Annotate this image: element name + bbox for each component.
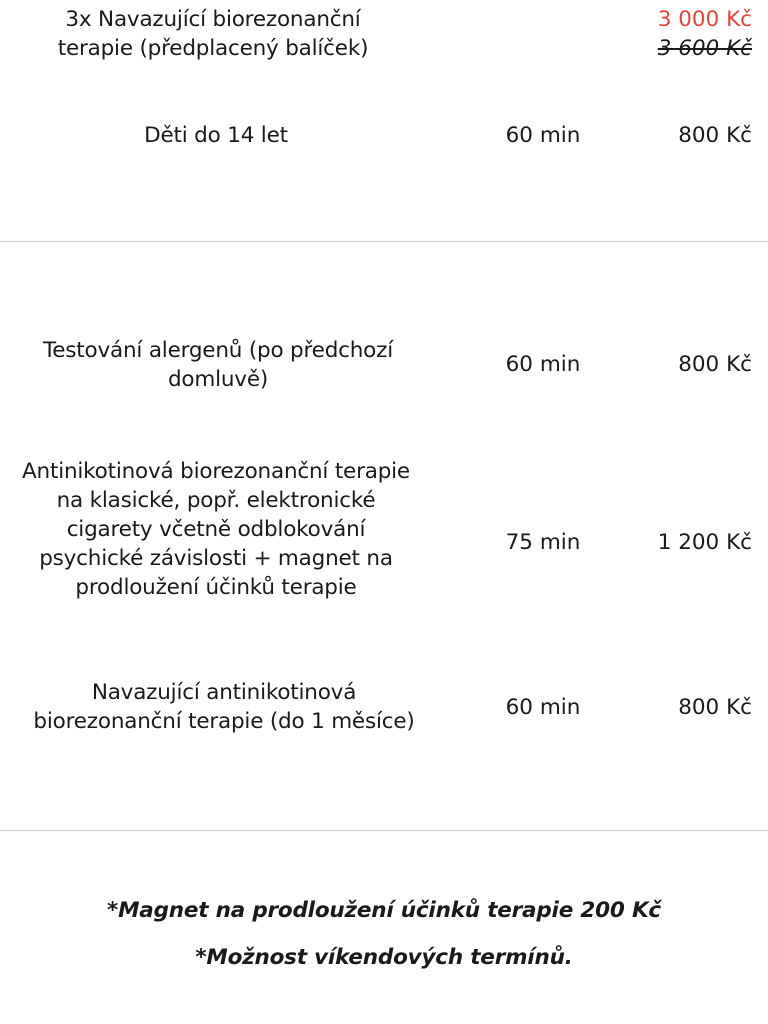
service-duration: 75 min xyxy=(505,530,581,555)
service-price: 800 Kč xyxy=(678,695,752,720)
section-divider xyxy=(0,241,768,242)
weekend-note: *Možnost víkendových termínů. xyxy=(195,945,573,970)
service-price: 800 Kč xyxy=(678,352,752,377)
service-price: 1 200 Kč xyxy=(657,530,752,555)
discount-price: 3 000 Kč xyxy=(657,7,752,32)
magnet-note: *Magnet na prodloužení účinků terapie 200 Kč xyxy=(107,898,661,923)
service-name: Antinikotinová biorezonanční terapie na klasické, popř. elektronické cigarety včetně odblokování psychické závislosti + magnet na prodloužení účinků terapie xyxy=(22,459,410,600)
service-duration: 60 min xyxy=(505,352,581,377)
service-name: Děti do 14 let xyxy=(144,123,288,148)
service-name: Navazující antinikotinová biorezonanční terapie (do 1 měsíce) xyxy=(33,680,415,734)
section-divider xyxy=(0,830,768,831)
service-name: 3x Navazující biorezonanční terapie (předplacený balíček) xyxy=(57,7,369,61)
service-duration: 60 min xyxy=(505,695,581,720)
original-price: 3 600 Kč xyxy=(657,36,752,61)
service-price: 800 Kč xyxy=(678,123,752,148)
service-price xyxy=(602,5,752,63)
service-name: Testování alergenů (po předchozí domluvě) xyxy=(43,338,393,392)
service-duration: 60 min xyxy=(505,123,581,148)
